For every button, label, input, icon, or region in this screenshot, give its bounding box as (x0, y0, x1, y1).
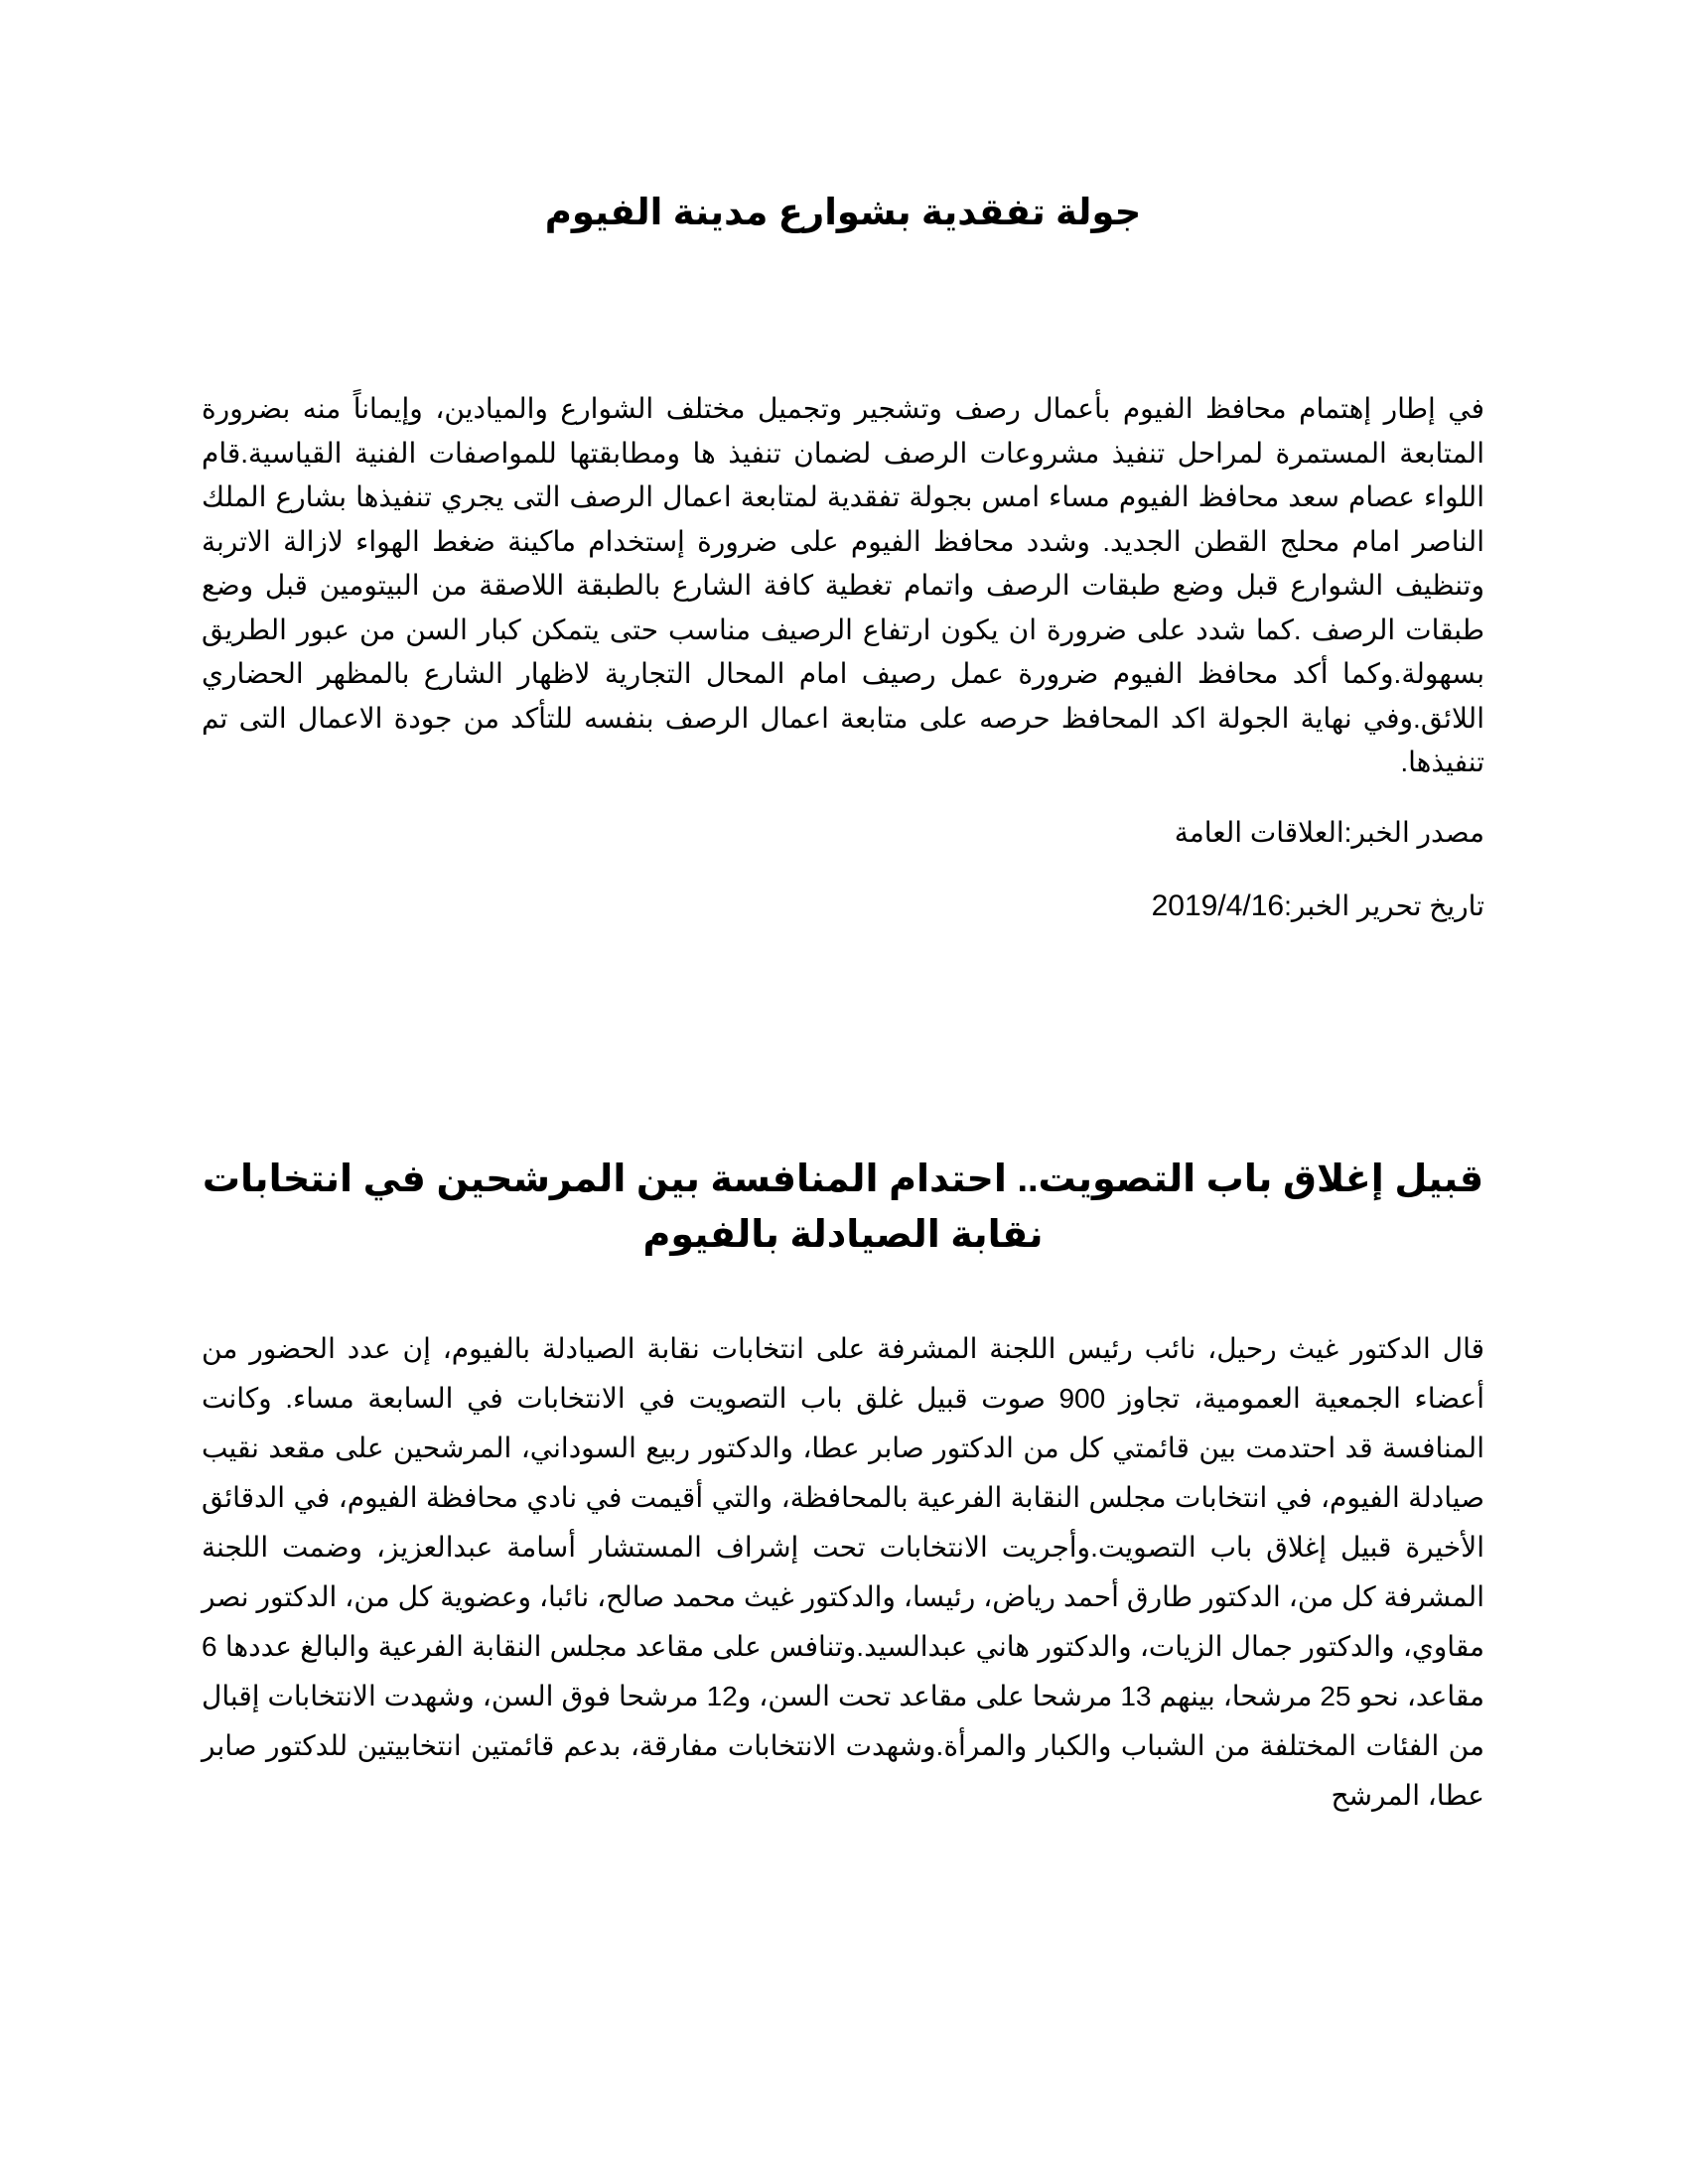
article-title: قبيل إغلاق باب التصويت.. احتدام المنافسة بين المرشحين في انتخابات نقابة الصيادلة بالفيوم (202, 1159, 1484, 1256)
article-governor-tour (202, 187, 1484, 926)
article-body: قال الدكتور غيث رحيل، نائب رئيس اللجنة المشرفة على انتخابات نقابة الصيادلة بالفيوم، إن عدد الحضور من أعضاء الجمعية العمومية، تجاوز 900 صوت قبيل غلق باب التصويت في الانتخابات في السابعة مساء. وكانت المنافسة قد احتدمت بين قائمتي كل من الدكتور صابر عطا، والدكتور ربيع السوداني، المرشحين على مقعد نقيب صيادلة الفيوم، في انتخابات مجلس النقابة الفرعية بالمحافظة، والتي أقيمت في نادي محافظة الفيوم، في الدقائق الأخيرة قبيل إغلاق باب التصويت.وأجريت الانتخابات تحت إشراف المستشار أسامة عبدالعزيز، وضمت اللجنة المشرفة كل من، الدكتور طارق أحمد رياض، رئيسا، والدكتور غيث محمد صالح، نائبا، وعضوية كل من، الدكتور نصر مقاوي، والدكتور جمال الزيات، والدكتور هاني عبدالسيد.وتنافس على مقاعد مجلس النقابة الفرعية والبالغ عددها 6 مقاعد، نحو 25 مرشحا، بينهم 13 مرشحا على مقاعد تحت السن، و12 مرشحا فوق السن، وشهدت الانتخابات إقبال من الفئات المختلفة من الشباب والكبار والمرأة.وشهدت الانتخابات مفارقة، بدعم قائمتين انتخابيتين للدكتور صابر عطا، المرشح (202, 1333, 1485, 1811)
article-pharmacists-election (202, 1152, 1484, 1821)
news-source-value: العلاقات العامة (1174, 816, 1344, 848)
news-date-value: 2019/4/16 (1151, 888, 1285, 922)
news-date-label: تاريخ تحرير الخبر: (1284, 889, 1484, 921)
news-date-line (202, 887, 1484, 926)
news-source-label: مصدر الخبر: (1343, 816, 1484, 848)
article-body: في إطار إهتمام محافظ الفيوم بأعمال رصف وتشجير وتجميل مختلف الشوارع والميادين، وإيماناً منه بضرورة المتابعة المستمرة لمراحل تنفيذ مشروعات الرصف لضمان تنفيذ ها ومطابقتها للمواصفات الفنية القياسية.قام اللواء عصام سعد محافظ الفيوم مساء امس بجولة تفقدية لمتابعة اعمال الرصف التى يجري تنفيذها بشارع الملك الناصر امام محلج القطن الجديد. وشدد محافظ الفيوم على ضرورة إستخدام ماكينة ضغط الهواء لازالة الاتربة وتنظيف الشوارع قبل وضع طبقات الرصف واتمام تغطية كافة الشارع بالطبقة اللاصقة من البيتومين قبل وضع طبقات الرصف .كما شدد على ضرورة ان يكون ارتفاع الرصيف مناسب حتى يتمكن كبار السن من عبور الطريق بسهولة.وكما أكد محافظ الفيوم ضرورة عمل رصيف امام المحال التجارية لاظهار الشارع بالمظهر الحضاري اللائق.وفي نهاية الجولة اكد المحافظ حرصه على متابعة اعمال الرصف بنفسه للتأكد من جودة الاعمال التى تم تنفيذها. (202, 393, 1485, 777)
news-source-line (202, 813, 1484, 853)
article-title: جولة تفقدية بشوارع مدينة الفيوم (544, 192, 1142, 232)
